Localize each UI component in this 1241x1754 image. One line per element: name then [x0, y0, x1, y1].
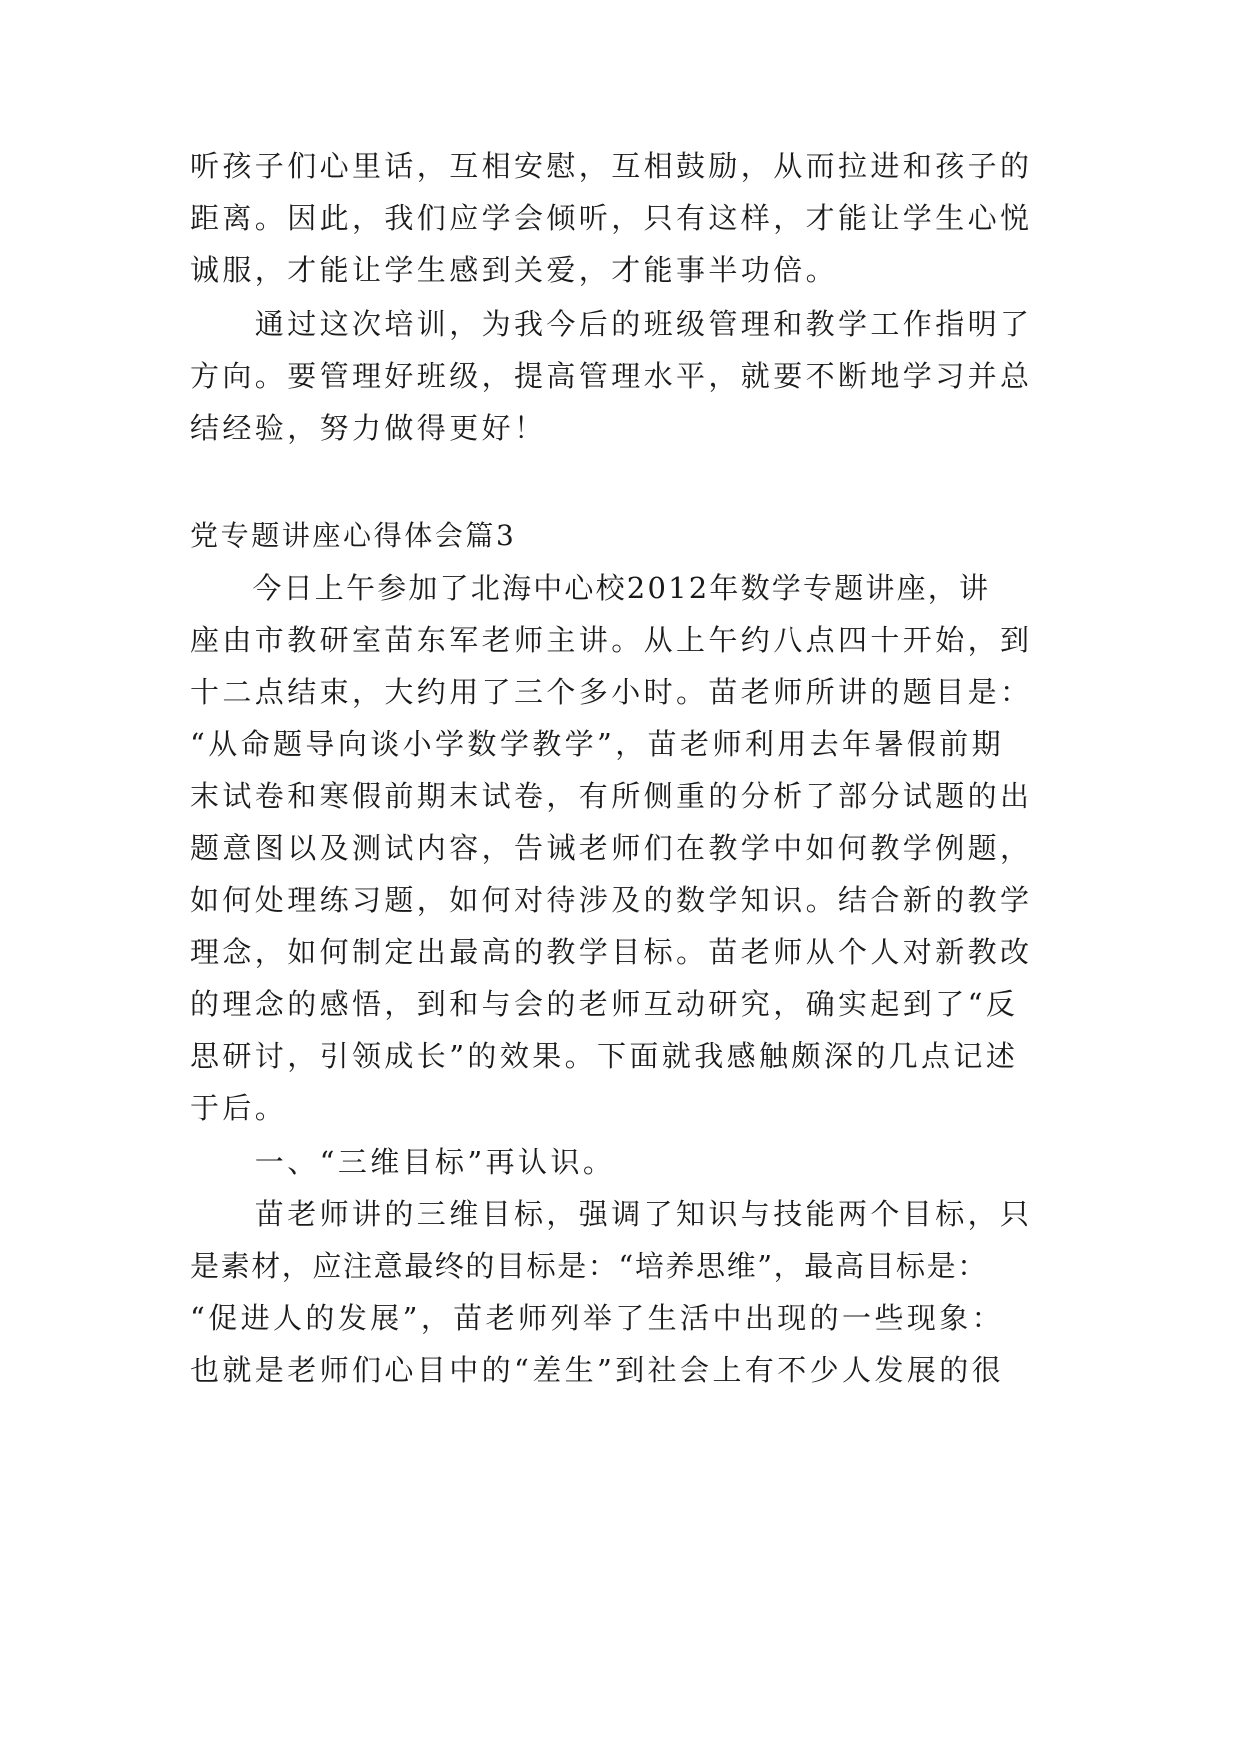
text-line: 听孩子们心里话，互相安慰，互相鼓励，从而拉进和孩子的: [190, 149, 1033, 183]
text-line: 通过这次培训，为我今后的班级管理和教学工作指明了: [190, 307, 1033, 341]
text-line: 苗老师讲的三维目标，强调了知识与技能两个目标，只: [190, 1197, 1033, 1231]
text-line: 诚服，才能让学生感到关爱，才能事半功倍。: [190, 253, 839, 287]
text-line: 是素材，应注意最终的目标是：“培养思维”，最高目标是：: [190, 1249, 988, 1283]
text-line: 座由市教研室苗东军老师主讲。从上午约八点四十开始，到: [190, 623, 1033, 657]
text-line: 理念，如何制定出最高的教学目标。苗老师从个人对新教改: [190, 935, 1033, 969]
text-line: 末试卷和寒假前期末试卷，有所侧重的分析了部分试题的出: [190, 779, 1033, 813]
text-line: 方向。要管理好班级，提高管理水平，就要不断地学习并总: [190, 359, 1033, 393]
text-line: 于后。: [190, 1091, 288, 1125]
text-line: 今日上午参加了北海中心校2012年数学专题讲座，讲: [190, 571, 991, 605]
subsection-heading: 一、“三维目标”再认识。: [190, 1145, 616, 1179]
text-line: 也就是老师们心目中的“差生”到社会上有不少人发展的很: [190, 1353, 1005, 1387]
text-line: 的理念的感悟，到和与会的老师互动研究，确实起到了“反: [190, 987, 1019, 1021]
text-line: 如何处理练习题，如何对待涉及的数学知识。结合新的教学: [190, 883, 1033, 917]
text-line: 结经验，努力做得更好！: [190, 411, 547, 445]
section-heading: 党专题讲座心得体会篇3: [190, 519, 517, 552]
text-line: 思研讨，引领成长”的效果。下面就我感触颇深的几点记述: [190, 1039, 1019, 1073]
text-line: 十二点结束，大约用了三个多小时。苗老师所讲的题目是：: [190, 675, 1033, 709]
text-line: “从命题导向谈小学数学教学”，苗老师利用去年暑假前期: [190, 727, 1005, 761]
text-line: “促进人的发展”，苗老师列举了生活中出现的一些现象：: [190, 1301, 1005, 1335]
text-line: 距离。因此，我们应学会倾听，只有这样，才能让学生心悦: [190, 201, 1033, 235]
text-line: 题意图以及测试内容，告诫老师们在教学中如何教学例题，: [190, 831, 1033, 865]
